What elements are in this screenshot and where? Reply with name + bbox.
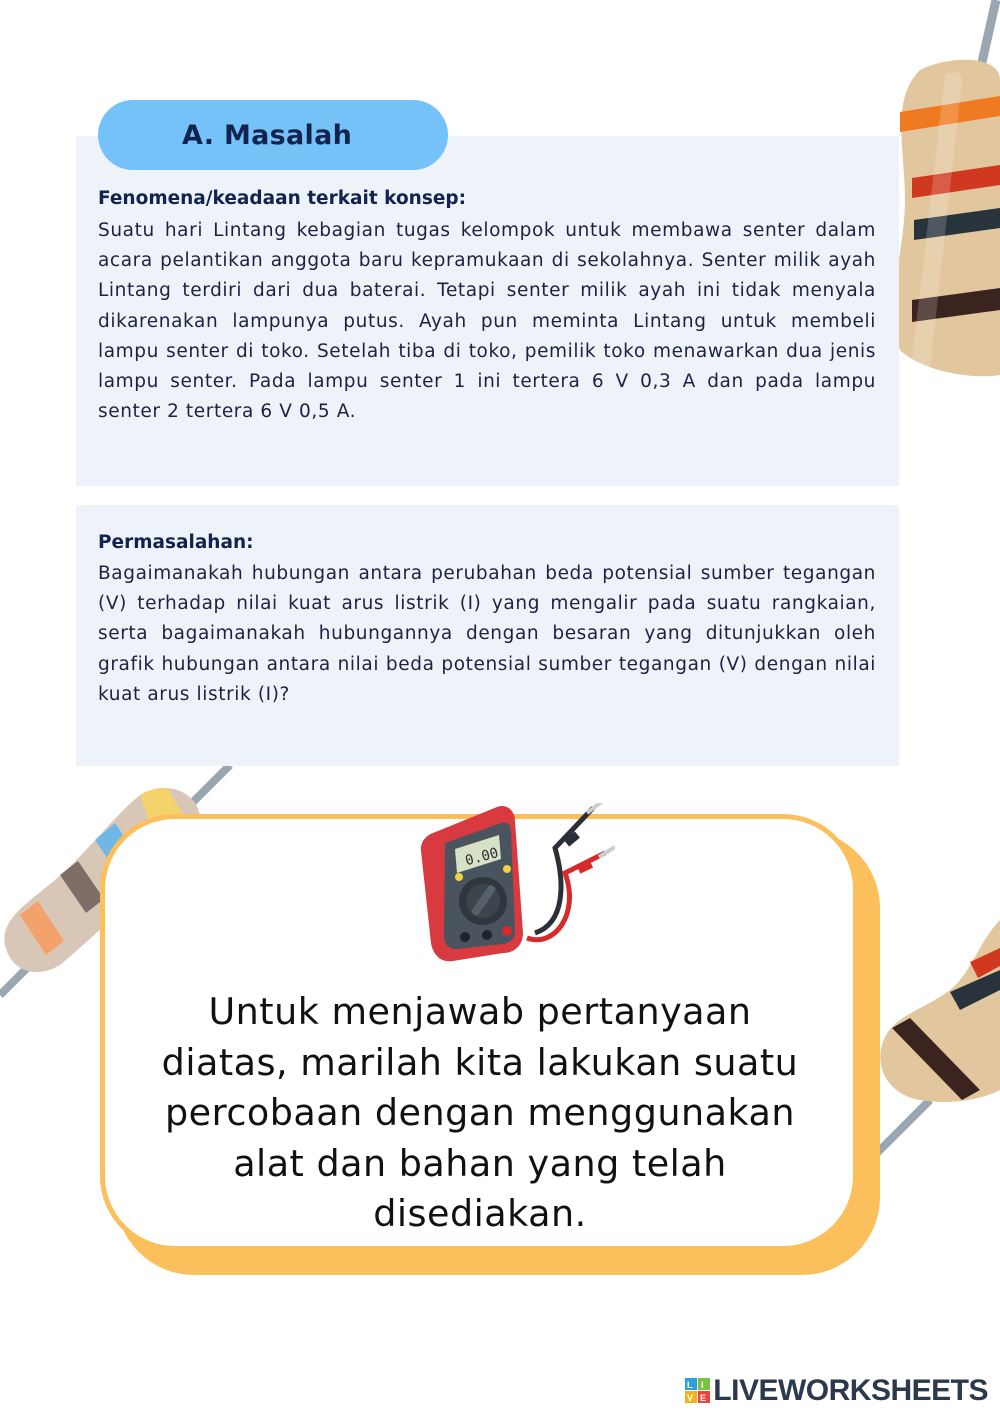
- resistor-icon: [870, 900, 1000, 1160]
- multimeter-display: 0.00: [463, 845, 501, 870]
- problem-text: Bagaimanakah hubungan antara perubahan beda potensial sumber tegangan (V) terhadap nilai kuat arus listrik (I) yang mengalir pada suatu rangkaian, serta bagaimanakah hubungannya dengan besaran yang ditunjukkan oleh grafik hubungan antara nilai beda potensial sumber tegangan (V) dengan nilai kuat arus listrik (I)?: [98, 563, 876, 705]
- phenomenon-text: Suatu hari Lintang kebagian tugas kelompok untuk membawa senter dalam acara pelantikan anggota baru kepramukaan di sekolahnya. Senter milik ayah Lintang terdiri dari dua baterai. Tetapi senter milik ayah ini tidak menyala dikarenakan lampunya putus. Ayah pun meminta Lintang untuk membeli lampu senter di toko. Setelah tiba di toko, pemilik toko menawarkan dua jenis lampu senter. Pada lampu senter 1 ini tertera 6 V 0,3 A dan pada lampu senter 2 tertera 6 V 0,5 A.: [98, 220, 876, 423]
- phenomenon-panel: [76, 136, 899, 486]
- problem-panel: [76, 505, 899, 766]
- logo-letter-e: E: [700, 1393, 707, 1403]
- callout-text: Untuk menjawab pertanyaan diatas, marilah kita lakukan suatu percobaan dengan menggunakan alat dan bahan yang telah disediakan.: [161, 990, 799, 1235]
- multimeter-icon: [415, 803, 615, 978]
- section-header: [98, 100, 448, 170]
- problem-heading: Permasalahan:: [98, 532, 254, 553]
- logo-letter-v: V: [687, 1393, 694, 1403]
- logo-letter-i: I: [701, 1380, 704, 1390]
- liveworksheets-logo-icon: [685, 1378, 711, 1404]
- phenomenon-heading: Fenomena/keadaan terkait konsep:: [98, 188, 467, 209]
- callout-box: [100, 814, 858, 1251]
- section-title: A. Masalah: [182, 119, 353, 151]
- brand-name: LIVEWORKSHEETS: [713, 1374, 988, 1407]
- logo-letter-l: L: [687, 1380, 693, 1390]
- liveworksheets-brand: [685, 1374, 988, 1408]
